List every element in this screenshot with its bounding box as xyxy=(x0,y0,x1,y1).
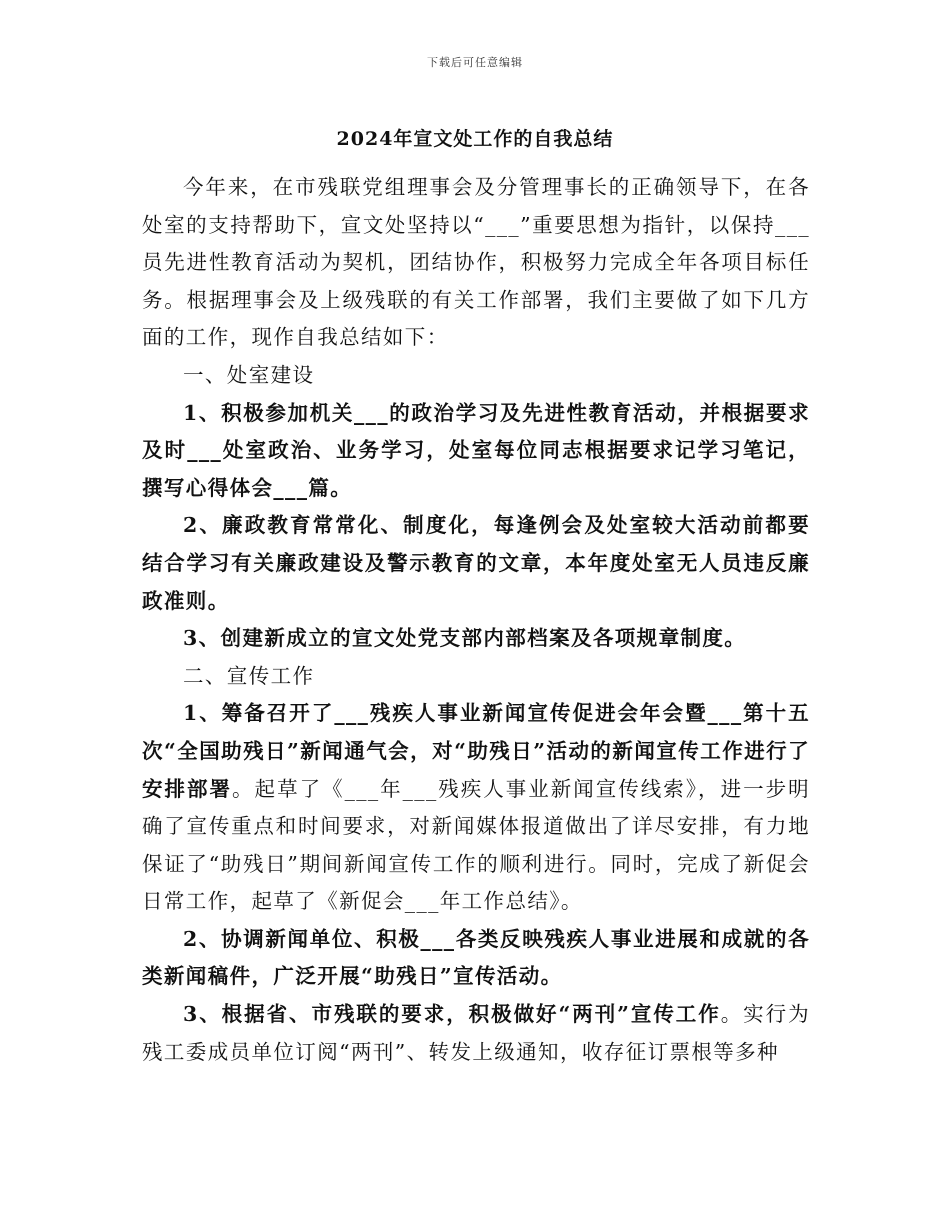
bold-text-run: 1、筹备召开了___残疾人事业新闻宣传促进会年会暨___第十五次“全国助残日”新闻通气会，对“助残日”活动的新闻宣传工作进行了安排部署 xyxy=(142,701,810,801)
bold-text-run: 3、根据省、市残联的要求，积极做好“两刊”宣传工作 xyxy=(183,1002,721,1027)
paragraph xyxy=(142,507,810,620)
bold-text-run: 3、创建新成立的宣文处党支部内部档案及各项规章制度。 xyxy=(183,626,747,651)
text-run: 。起草了《___年___残疾人事业新闻宣传线索》，进一步明确了宣传重点和时间要求，对新闻媒体报道做出了详尽安排，有力地保证了“助残日”期间新闻宣传工作的顺利进行。同时，完成了新促会日常工作，起草了《新促会___年工作总结》。 xyxy=(142,776,810,914)
paragraph xyxy=(142,921,810,996)
bold-text-run: 2、廉政教育常常化、制度化，每逢例会及处室较大活动前都要结合学习有关廉政建设及警示教育的文章，本年度处室无人员违反廉政准则。 xyxy=(142,513,810,613)
paragraph xyxy=(142,658,810,696)
paragraph xyxy=(142,996,810,1071)
bold-text-run: 2、协调新闻单位、积极___各类反映残疾人事业进展和成就的各类新闻稿件，广泛开展“助残日”宣传活动。 xyxy=(142,926,810,989)
document-title: 2024年宣文处工作的自我总结 xyxy=(336,128,614,150)
text-run: 一、处室建设 xyxy=(183,362,315,387)
paragraph xyxy=(142,695,810,921)
document-body xyxy=(142,169,810,1071)
bold-text-run: 1、积极参加机关___的政治学习及先进性教育活动，并根据要求及时___处室政治、业务学习，处室每位同志根据要求记学习笔记，撰写心得体会___篇。 xyxy=(142,400,810,500)
paragraph xyxy=(142,620,810,658)
paragraph xyxy=(142,357,810,395)
page-header: 下载后可任意编辑 xyxy=(427,56,523,69)
text-run: 今年来，在市残联党组理事会及分管理事长的正确领导下，在各处室的支持帮助下，宣文处坚持以“___”重要思想为指针，以保持___员先进性教育活动为契机，团结协作，积极努力完成全年各项目标任务。根据理事会及上级残联的有关工作部署，我们主要做了如下几方面的工作，现作自我总结如下： xyxy=(142,175,810,350)
paragraph xyxy=(142,169,810,357)
paragraph xyxy=(142,395,810,508)
text-run: 。实行为残工委成员单位订阅“两刊”、转发上级通知，收存征订票根等多种 xyxy=(142,1002,810,1064)
text-run: 二、宣传工作 xyxy=(183,663,315,688)
